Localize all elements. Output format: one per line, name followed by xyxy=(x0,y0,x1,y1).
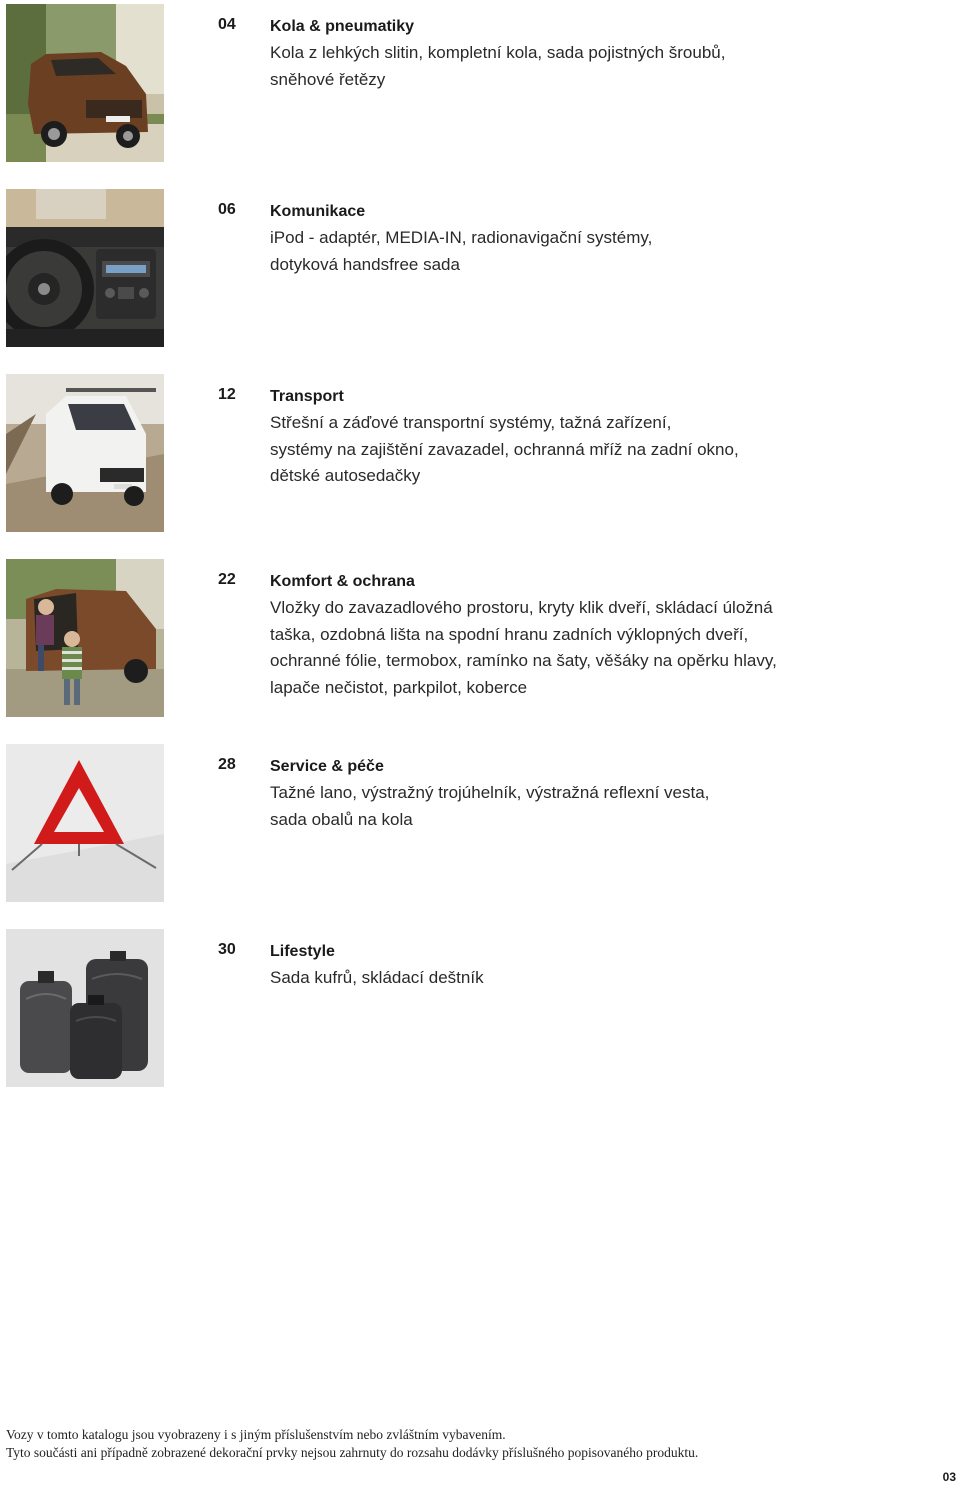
description-line: dětské autosedačky xyxy=(270,466,421,485)
catalog-entry-service xyxy=(0,744,960,904)
section-description xyxy=(270,40,930,93)
disclaimer-footer xyxy=(6,1426,936,1461)
catalog-entry-transport xyxy=(0,374,960,534)
description-line: dotyková handsfree sada xyxy=(270,254,460,274)
catalog-entry-comfort xyxy=(0,559,960,719)
description-line: ochranné fólie, termobox, ramínko na šaty, věšáky na opěrku hlavy, xyxy=(270,651,777,670)
section-title: Transport xyxy=(270,388,344,405)
description-line: sněhové řetězy xyxy=(270,69,386,89)
description-line: systémy na zajištění zavazadel, ochranná mříž na zadní okno, xyxy=(270,439,739,459)
description-line: Sada kufrů, skládací deštník xyxy=(270,968,484,987)
section-title: Service & péče xyxy=(270,758,384,775)
description-line: sada obalů na kola xyxy=(270,809,413,829)
description-line: iPod - adaptér, MEDIA-IN, radionavigační systémy, xyxy=(270,228,653,247)
section-title: Komunikace xyxy=(270,203,366,220)
page-reference: 04 xyxy=(218,16,236,33)
brown-van-photo xyxy=(6,4,164,162)
section-title: Kola & pneumatiky xyxy=(270,18,415,35)
description-line: taška, ozdobná lišta na spodní hranu zadních výklopných dveří, xyxy=(270,624,749,644)
section-title: Komfort & ochrana xyxy=(270,573,415,590)
family-with-van-photo xyxy=(6,559,164,717)
disclaimer-line: Vozy v tomto katalogu jsou vyobrazeny i s jiným příslušenstvím nebo zvláštním vybavením. xyxy=(6,1427,506,1442)
catalog-entry-wheels xyxy=(0,4,960,164)
disclaimer-line: Tyto součásti ani případně zobrazené dekorační prvky nejsou zahrnuty do rozsahu dodávky příslušného popisovaného produktu. xyxy=(6,1444,699,1460)
page-reference: 28 xyxy=(218,756,236,773)
section-description xyxy=(270,225,930,278)
page-reference: 06 xyxy=(218,201,236,218)
car-dashboard-photo xyxy=(6,189,164,347)
catalog-entry-lifestyle xyxy=(0,929,960,1089)
page-reference: 12 xyxy=(218,386,236,403)
page-number: 03 xyxy=(942,1470,956,1484)
white-van-roof-rack-photo xyxy=(6,374,164,532)
section-description xyxy=(270,965,930,992)
description-line: Kola z lehkých slitin, kompletní kola, sada pojistných šroubů, xyxy=(270,43,726,62)
page-reference: 22 xyxy=(218,571,236,588)
description-line: Střešní a záďové transportní systémy, tažná zařízení, xyxy=(270,413,672,432)
section-description xyxy=(270,780,930,833)
page-reference: 30 xyxy=(218,941,236,958)
catalog-entry-communication xyxy=(0,189,960,349)
warning-triangle-photo xyxy=(6,744,164,902)
section-description xyxy=(270,410,930,490)
description-line: lapače nečistot, parkpilot, koberce xyxy=(270,677,528,697)
description-line: Tažné lano, výstražný trojúhelník, výstražná reflexní vesta, xyxy=(270,783,710,802)
section-title: Lifestyle xyxy=(270,943,335,960)
luggage-set-photo xyxy=(6,929,164,1087)
section-description xyxy=(270,595,930,701)
description-line: Vložky do zavazadlového prostoru, kryty klik dveří, skládací úložná xyxy=(270,598,773,617)
